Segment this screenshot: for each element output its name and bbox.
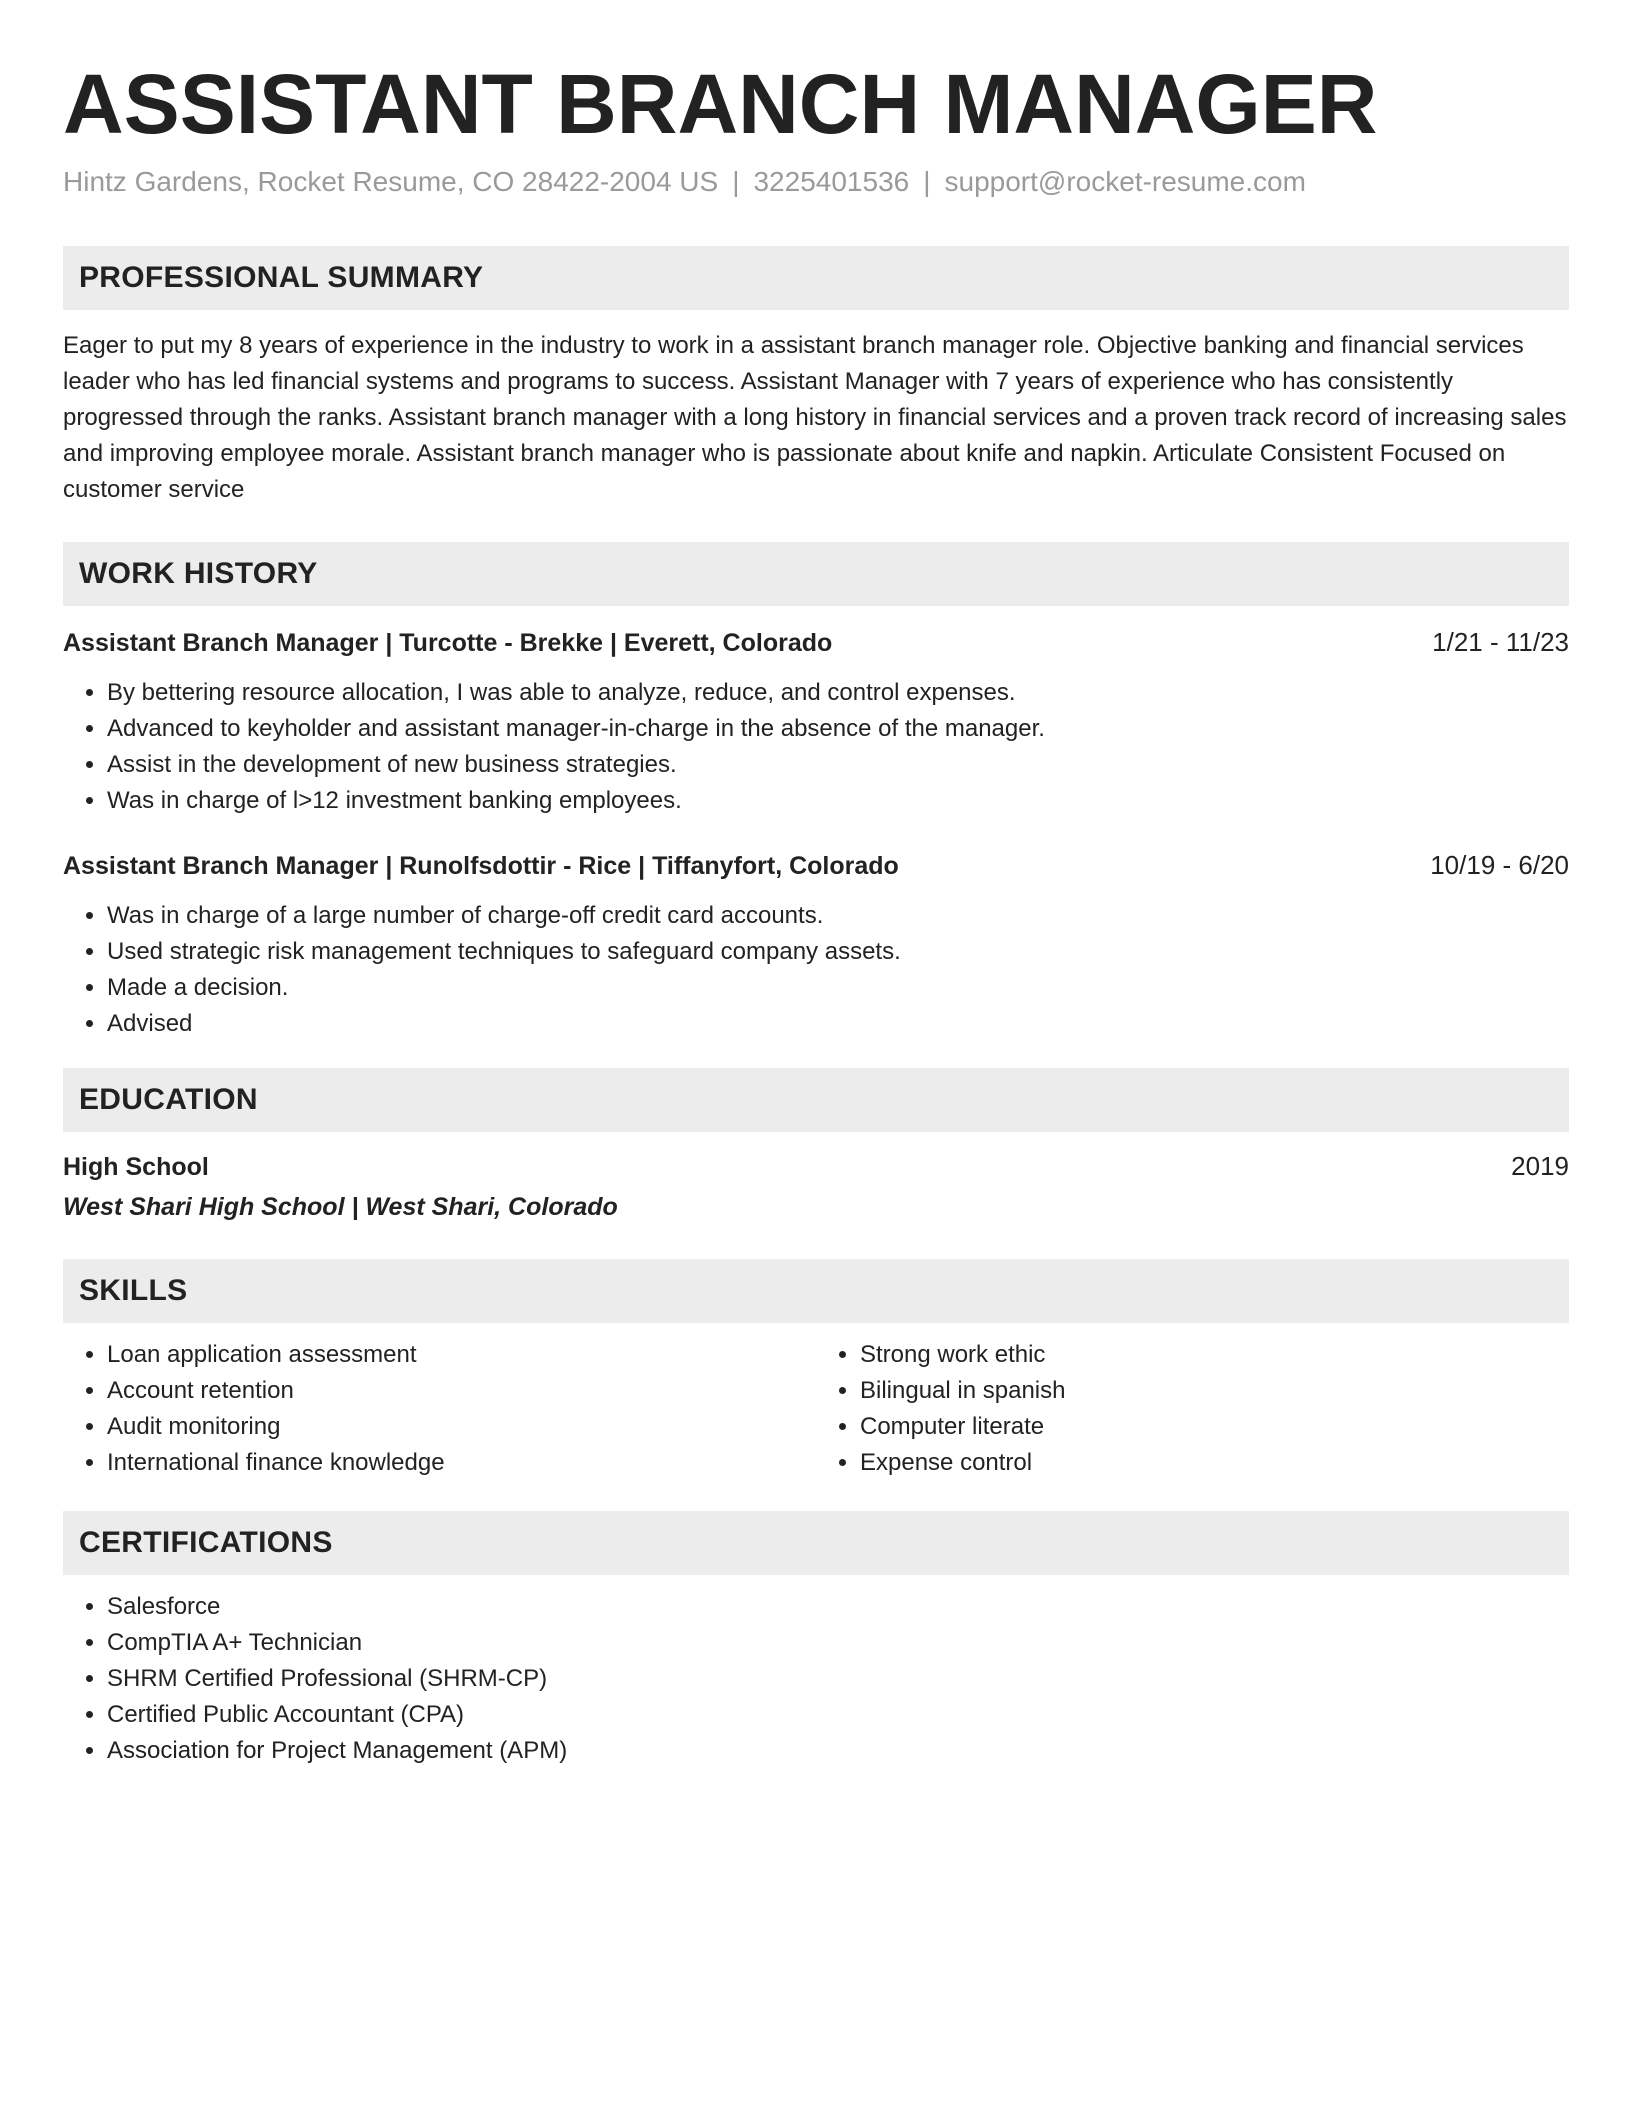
education-entry xyxy=(63,1148,1569,1225)
list-item: • Assist in the development of new business strategies. xyxy=(107,747,1569,783)
skills-list-right xyxy=(816,1337,1569,1481)
skills-list-left xyxy=(63,1337,816,1481)
list-item: • Strong work ethic xyxy=(860,1337,1569,1373)
contact-phone: 3225401536 xyxy=(753,166,910,197)
list-item: • Audit monitoring xyxy=(107,1409,816,1445)
section-header-certifications: CERTIFICATIONS xyxy=(63,1511,1569,1575)
list-item: • Was in charge of l>12 investment banking employees. xyxy=(107,783,1569,819)
job-header-row xyxy=(63,847,1569,884)
job-header-row xyxy=(63,624,1569,661)
candidate-title: ASSISTANT BRANCH MANAGER xyxy=(63,57,1378,151)
list-item: • SHRM Certified Professional (SHRM-CP) xyxy=(107,1661,1569,1697)
job-title: Assistant Branch Manager | Runolfsdottir - Rice | Tiffanyfort, Colorado xyxy=(63,852,899,880)
list-item: • Was in charge of a large number of charge-off credit card accounts. xyxy=(107,898,1569,934)
section-header-education: EDUCATION xyxy=(63,1068,1569,1132)
job-title: Assistant Branch Manager | Turcotte - Brekke | Everett, Colorado xyxy=(63,629,833,657)
contact-line xyxy=(63,164,1569,200)
education-header-row xyxy=(63,1148,1569,1185)
list-item: • CompTIA A+ Technician xyxy=(107,1625,1569,1661)
section-header-skills: SKILLS xyxy=(63,1259,1569,1323)
list-item: • Salesforce xyxy=(107,1589,1569,1625)
certifications-list xyxy=(63,1589,1569,1769)
list-item: • Computer literate xyxy=(860,1409,1569,1445)
contact-separator: | xyxy=(732,166,740,197)
list-item: • Account retention xyxy=(107,1373,816,1409)
contact-separator: | xyxy=(923,166,931,197)
job-entry xyxy=(63,847,1569,1042)
job-bullets xyxy=(63,675,1569,819)
list-item: • Advanced to keyholder and assistant manager-in-charge in the absence of the manager. xyxy=(107,711,1569,747)
list-item: • Loan application assessment xyxy=(107,1337,816,1373)
summary-text: Eager to put my 8 years of experience in the industry to work in a assistant branch manager role. Objective banking and financial services leader who has led financial systems and programs to success. Assistant Manager with 7 years of experience who has consistently progressed through the ranks. Assistant branch manager with a long history in financial services and a proven track record of increasing sales and improving employee morale. Assistant branch manager who is passionate about knife and napkin. Articulate Consistent Focused on customer service xyxy=(63,332,1567,503)
list-item: • Bilingual in spanish xyxy=(860,1373,1569,1409)
contact-email: support@rocket-resume.com xyxy=(944,166,1306,197)
list-item: • By bettering resource allocation, I was able to analyze, reduce, and control expenses. xyxy=(107,675,1569,711)
list-item: • International finance knowledge xyxy=(107,1445,816,1481)
job-entry xyxy=(63,624,1569,819)
list-item: • Certified Public Accountant (CPA) xyxy=(107,1697,1569,1733)
list-item: • Made a decision. xyxy=(107,970,1569,1006)
job-dates: 1/21 - 11/23 xyxy=(1432,627,1569,657)
list-item: • Association for Project Management (APM) xyxy=(107,1733,1569,1769)
education-year: 2019 xyxy=(1511,1151,1569,1181)
list-item: • Expense control xyxy=(860,1445,1569,1481)
section-header-work-history: WORK HISTORY xyxy=(63,542,1569,606)
job-bullets xyxy=(63,898,1569,1042)
education-degree: High School xyxy=(63,1153,209,1181)
job-dates: 10/19 - 6/20 xyxy=(1430,850,1569,880)
list-item: • Advised xyxy=(107,1006,1569,1042)
section-header-summary: PROFESSIONAL SUMMARY xyxy=(63,246,1569,310)
contact-address: Hintz Gardens, Rocket Resume, CO 28422-2004 US xyxy=(63,166,719,197)
skills-columns xyxy=(63,1337,1569,1481)
list-item: • Used strategic risk management techniques to safeguard company assets. xyxy=(107,934,1569,970)
education-school: West Shari High School | West Shari, Colorado xyxy=(63,1193,618,1221)
